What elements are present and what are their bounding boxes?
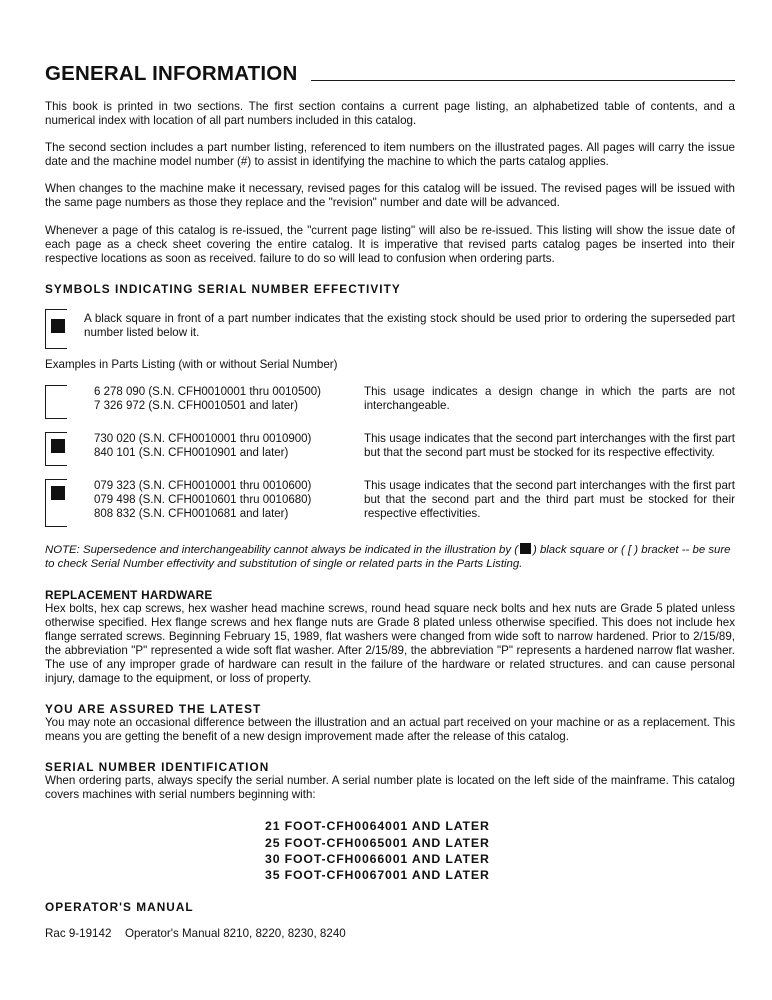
part-number-line: 840 101 (S.N. CFH0010901 and later): [94, 447, 289, 460]
serial-number-item: 25 FOOT-CFH0065001 AND LATER: [265, 835, 490, 850]
intro-paragraph-2: The second section includes a part number listing, referenced to item numbers on the illustrated pages. All pages will carry the issue date and the machine model number (#) to assist in identifying the machine to which the parts catalog applies.: [45, 141, 735, 169]
black-square-icon: [520, 543, 531, 554]
example-marker-cell: [45, 479, 67, 527]
part-number-line: 079 498 (S.N. CFH0010601 thru 0010680): [94, 494, 312, 507]
operators-manual-row: [45, 927, 735, 941]
example-part-numbers: [94, 385, 359, 413]
operators-manual-heading: OPERATOR'S MANUAL: [45, 899, 194, 914]
example-description: This usage indicates that the second part interchanges with the first part but that the second part must be stocked for its respective effectivity.: [364, 431, 735, 460]
note-text-part-1: NOTE: Supersedence and interchangeability cannot always be indicated in the illustration by (: [45, 543, 518, 556]
assured-latest-body: You may note an occasional difference between the illustration and an actual part received on your machine or as a replacement. This means you are getting the benefit of a new design improvement made after the release of this catalog.: [45, 716, 735, 744]
serial-number-item: 21 FOOT-CFH0064001 AND LATER: [265, 819, 490, 834]
note-text-part-2: ) black square or ( [ ) bracket -- be sure to check Serial Number effectivity and substitution of single or related parts in the Parts Listing.: [45, 543, 731, 571]
part-number-line: 808 832 (S.N. CFH0010681 and later): [94, 508, 289, 521]
serial-number-item: 30 FOOT-CFH0066001 AND LATER: [265, 852, 490, 867]
part-number-line: 079 323 (S.N. CFH0010001 thru 0010600): [94, 479, 312, 492]
part-number-line: 7 326 972 (S.N. CFH0010501 and later): [94, 400, 298, 413]
serial-number-item: 35 FOOT-CFH0067001 AND LATER: [265, 868, 490, 883]
bracket-square-icon: [45, 432, 67, 466]
supersedence-note: [45, 543, 735, 572]
operators-manual-code: Rac 9-19142: [45, 926, 112, 940]
bracket-square-icon: [45, 479, 67, 527]
example-row: [45, 432, 735, 466]
part-number-line: 730 020 (S.N. CFH0010001 thru 0010900): [94, 432, 312, 445]
operators-manual-description: Operator's Manual 8210, 8220, 8230, 8240: [125, 926, 346, 940]
header-rule: [311, 80, 735, 82]
example-description: This usage indicates that the second part interchanges with the first part but that the second part and the third part must be stocked for their respective effectivities.: [364, 478, 735, 521]
assured-latest-heading: YOU ARE ASSURED THE LATEST: [45, 702, 262, 717]
document-page: [45, 0, 735, 941]
example-part-numbers: [94, 479, 359, 522]
symbols-section-heading: SYMBOLS INDICATING SERIAL NUMBER EFFECTIVITY: [45, 281, 401, 296]
example-part-numbers: [94, 432, 359, 460]
page-title: GENERAL INFORMATION: [45, 61, 298, 85]
bracket-icon: [45, 385, 67, 419]
example-marker-cell: [45, 432, 67, 466]
serial-identification-heading: SERIAL NUMBER IDENTIFICATION: [45, 760, 270, 775]
bracket-square-icon: [45, 309, 67, 349]
intro-paragraph-4: Whenever a page of this catalog is re-issued, the "current page listing" will also be re-issued. This listing will show the issue date of each page as a check sheet covering the entire catalog. It is imperative that revised parts catalog pages be inserted into their respective locations as soon as received. failure to do so will lead to confusion when ordering parts.: [45, 223, 735, 265]
black-square-description: A black square in front of a part number indicates that the existing stock should be used prior to ordering the superseded part number listed below it.: [84, 311, 735, 339]
black-square-icon: [51, 486, 65, 500]
intro-paragraph-1: This book is printed in two sections. The first section contains a current page listing, an alphabetized table of contents, and a numerical index with location of all part numbers included in this catalog.: [45, 100, 735, 128]
example-description: This usage indicates a design change in which the parts are not interchangeable.: [364, 384, 735, 413]
page-header: [45, 58, 735, 84]
examples-heading: Examples in Parts Listing (with or without Serial Number): [45, 357, 338, 371]
replacement-hardware-heading: REPLACEMENT HARDWARE: [45, 587, 213, 602]
intro-paragraph-3: When changes to the machine make it necessary, revised pages for this catalog will be issued. The revised pages will be issued with the same page numbers as those they replace and the "revision" number and date will be advanced.: [45, 182, 735, 210]
part-number-line: 6 278 090 (S.N. CFH0010001 thru 0010500): [94, 385, 321, 398]
example-marker-cell: [45, 385, 67, 419]
serial-identification-body: When ordering parts, always specify the serial number. A serial number plate is located on the left side of the mainframe. This catalog covers machines with serial numbers beginning with:: [45, 774, 735, 802]
black-square-symbol-row: [45, 309, 735, 349]
black-square-icon: [51, 319, 65, 333]
example-row: [45, 385, 735, 419]
replacement-hardware-body: Hex bolts, hex cap screws, hex washer head machine screws, round head square neck bolts and hex nuts are Grade 5 plated unless otherwise specified. Hex flange screws and hex flange nuts are Grade 8 plated unless otherwise specified. This does not include hex flange serrated screws. Beginning February 15, 1989, flat washers were changed from wide soft to narrow hardened. Prior to 2/15/89, the abbreviation "P" represented a wide soft flat washer. After 2/15/89, the abbreviation "P" represents a hardened narrow flat washer. The use of any improper grade of hardware can result in the failure of the hardware or related structures. and can cause personal injury, damage to the equipment, or loss of property.: [45, 601, 735, 685]
serial-number-list: [265, 818, 735, 883]
example-row: [45, 479, 735, 527]
black-square-icon: [51, 439, 65, 453]
